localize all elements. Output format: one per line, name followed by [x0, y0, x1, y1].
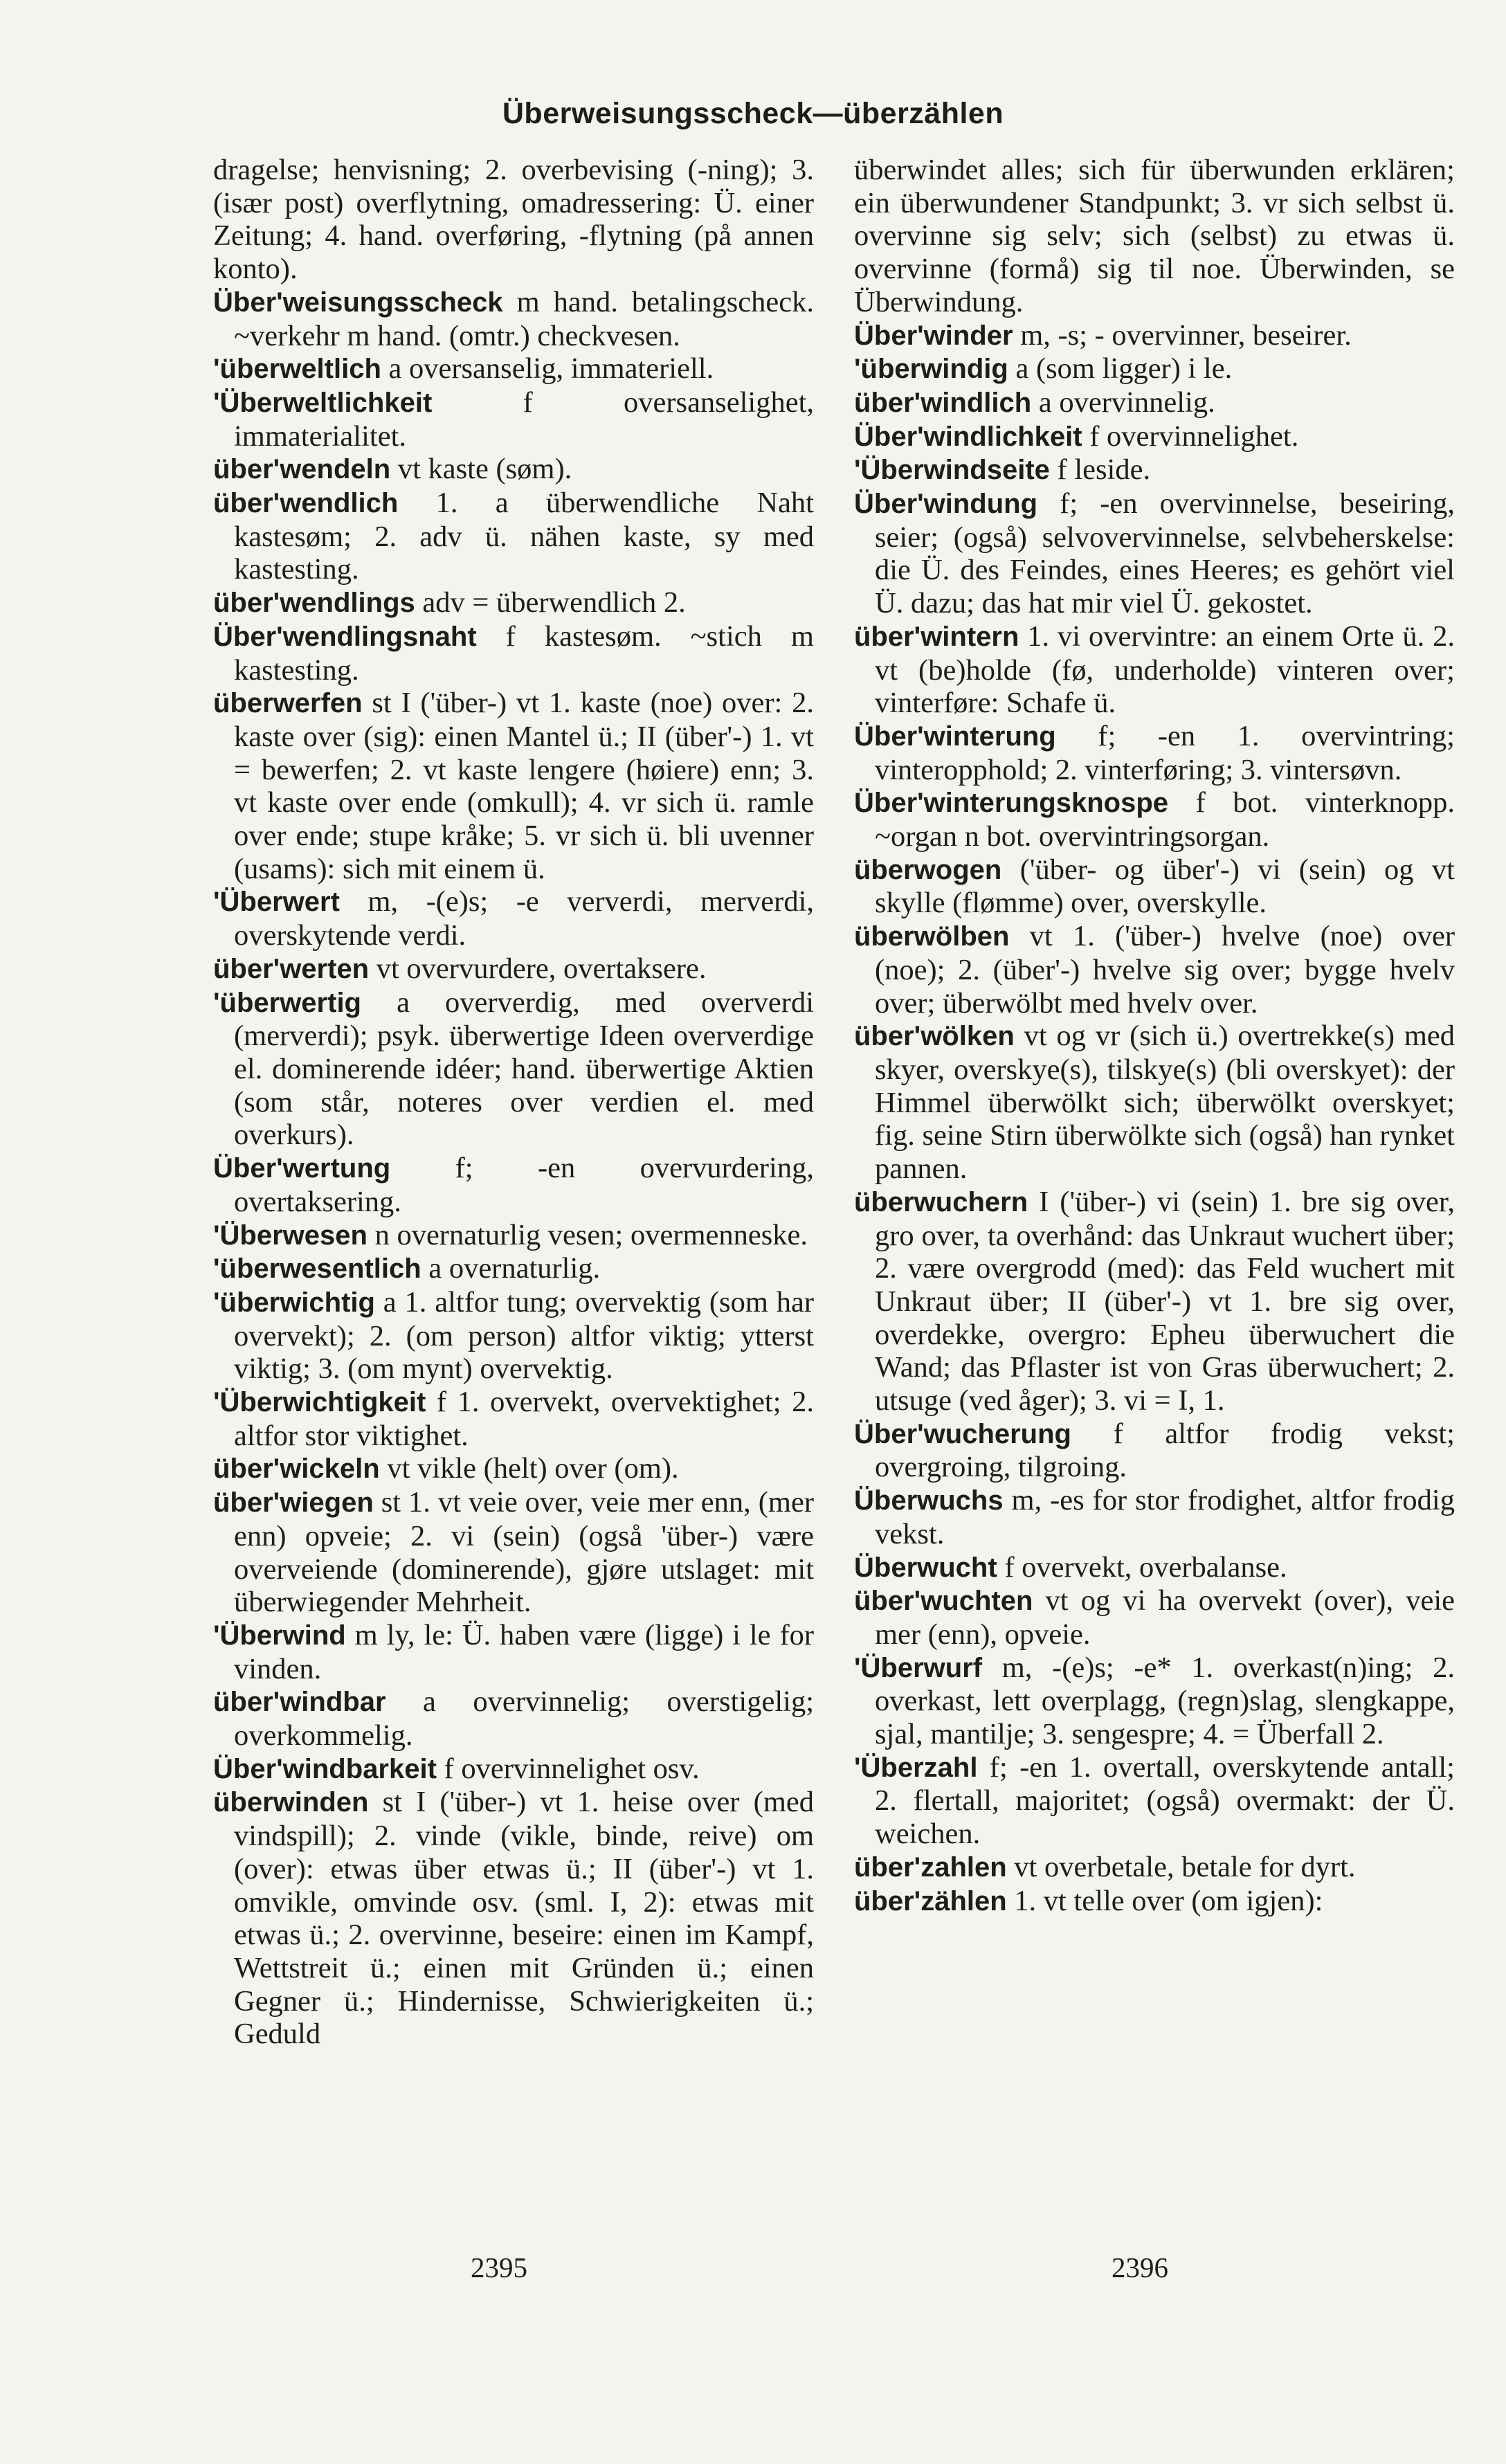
dictionary-entry: [213, 1219, 814, 1253]
dictionary-entry: [213, 1286, 814, 1386]
entry-definition: vt og vr (sich ü.) overtrekke(s) med skyer, overskye(s), tilskye(s) (bli overskyet): der Himmel überwölkt sich; überwölkt overskyet; fig. seine Stirn überwölkte sich (også) han rynket pannen.: [875, 1020, 1455, 1186]
entry-definition: m ly, le: Ü. haben være (ligge) i le for vinden.: [234, 1618, 814, 1685]
entry-definition: f overvinnelighet osv.: [436, 1752, 700, 1785]
dictionary-entry: [854, 453, 1455, 487]
entry-definition: f; -en overvurdering, overtaksering.: [234, 1152, 814, 1218]
dictionary-entry: [213, 1685, 814, 1752]
dictionary-entry: [854, 1186, 1455, 1417]
entry-definition: vt overvurdere, overtaksere.: [369, 952, 707, 985]
entry-headword: Über'winterung: [854, 721, 1056, 752]
entry-headword: 'überweltlich: [213, 354, 381, 385]
dictionary-entry: [213, 986, 814, 1152]
dictionary-entry: [854, 853, 1455, 920]
entry-definition: a (som ligger) i le.: [1008, 352, 1233, 386]
entry-headword: über'wintern: [854, 621, 1019, 652]
entry-headword: über'werten: [213, 953, 370, 984]
entry-definition: f; -en 1. overvintring; vinteropphold; 2. vinterføring; 3. vintersøvn.: [875, 719, 1455, 786]
dictionary-entry: [213, 487, 814, 586]
dictionary-entry: [213, 885, 814, 952]
entry-headword: über'wickeln: [213, 1453, 380, 1485]
dictionary-entry: [854, 1551, 1455, 1585]
entry-definition: 1. a überwendliche Naht kastesøm; 2. adv ü. nähen kaste, sy med kastesting.: [234, 487, 814, 586]
dictionary-entry: [854, 620, 1455, 720]
dictionary-entry: [854, 1885, 1455, 1919]
entry-definition: vt vikle (helt) over (om).: [379, 1452, 679, 1485]
dictionary-entry: [854, 319, 1455, 353]
entry-headword: Über'winder: [854, 320, 1013, 351]
entry-definition: m hand. betalingscheck. ~verkehr m hand. (omtr.) checkvesen.: [234, 285, 814, 352]
entry-definition: vt overbetale, betale for dyrt.: [1006, 1850, 1356, 1883]
entry-headword: überwogen: [854, 854, 1002, 885]
entry-headword: über'wendlich: [213, 488, 399, 519]
entry-headword: Überwuchs: [854, 1485, 1004, 1516]
entry-definition: f 1. overvekt, overvektighet; 2. altfor stor viktighet.: [234, 1386, 814, 1452]
dictionary-entry: [213, 620, 814, 687]
entry-headword: 'überwesentlich: [213, 1253, 421, 1285]
entry-headword: über'wiegen: [213, 1487, 374, 1519]
dictionary-entry: [854, 1851, 1455, 1885]
dictionary-entry: [854, 1020, 1455, 1186]
entry-definition: f overvinnelighet.: [1082, 419, 1299, 453]
entry-definition: a oversanselig, immateriell.: [381, 352, 714, 386]
dictionary-entry: [854, 487, 1455, 620]
entry-headword: 'Überwurf: [854, 1652, 983, 1683]
dictionary-entry: [854, 1417, 1455, 1484]
dictionary-entry: [854, 1651, 1455, 1751]
dictionary-entry: [854, 352, 1455, 386]
entry-definition: 1. vt telle over (om igjen):: [1006, 1884, 1323, 1917]
dictionary-entry: [854, 386, 1455, 420]
entry-headword: über'wendlings: [213, 588, 415, 619]
entry-headword: überwuchern: [854, 1186, 1028, 1217]
dictionary-entry: [213, 1486, 814, 1619]
dictionary-entry: [213, 154, 814, 286]
entry-definition: m, -(e)s; -e ververdi, merverdi, overskytende verdi.: [234, 885, 814, 952]
entry-definition: I ('über-) vi (sein) 1. bre sig over, gro over, ta overhånd: das Unkraut wuchert über; 2. være overgrodd (med): das Feld wuchert mit Unkraut über; II (über'-) vt 1. bre sig over, overdekke, overgro: Epheu überwuchert die Wand; das Pflaster ist von Gras überwuchert; 2. utsuge (ved åger); 3. vi = I, 1.: [875, 1185, 1455, 1417]
entry-headword: überwerfen: [213, 688, 363, 719]
entry-headword: Über'winterungsknospe: [854, 788, 1169, 819]
entry-headword: über'wendeln: [213, 454, 391, 485]
entry-headword: überwölben: [854, 921, 1010, 952]
entry-definition: dragelse; henvisning; 2. overbevising (-ning); 3. (især post) overflytning, omadressering: Ü. einer Zeitung; 4. hand. overføring, -flytning (på annen konto).: [213, 154, 814, 286]
entry-definition: a overvinnelig; overstigelig; overkommelig.: [234, 1685, 814, 1752]
dictionary-entry: [213, 1619, 814, 1685]
entry-headword: Über'wertung: [213, 1153, 391, 1184]
entry-headword: Über'windung: [854, 489, 1038, 520]
entry-headword: über'zählen: [854, 1885, 1007, 1917]
entry-headword: über'zahlen: [854, 1851, 1007, 1883]
entry-definition: f leside.: [1049, 453, 1151, 487]
entry-headword: Über'weisungsscheck: [213, 287, 503, 318]
entry-definition: a overvinnelig.: [1031, 386, 1215, 419]
entry-headword: über'windlich: [854, 387, 1032, 418]
entry-headword: Überwucht: [854, 1552, 997, 1583]
dictionary-entry: [854, 1484, 1455, 1550]
entry-definition: adv = überwendlich 2.: [415, 586, 686, 619]
entry-definition: a overnaturlig.: [421, 1252, 601, 1285]
entry-headword: 'überwindig: [854, 354, 1008, 385]
entry-definition: f overvekt, overbalanse.: [997, 1550, 1287, 1584]
entry-headword: 'Überwichtigkeit: [213, 1387, 426, 1418]
entry-definition: f oversanselighet, immaterialitet.: [234, 386, 814, 453]
dictionary-entry: [213, 1386, 814, 1452]
dictionary-entry: [854, 1584, 1455, 1651]
dictionary-entry: [213, 952, 814, 986]
left-column: [213, 154, 814, 2251]
running-header: Überweisungsscheck—überzählen: [502, 97, 1004, 130]
entry-definition: vt 1. ('über-) hvelve (noe) over (noe); 2. (über'-) hvelve sig over; bygge hvelv over; überwölbt med hvelv over.: [875, 920, 1455, 1020]
entry-headword: 'überwertig: [213, 987, 361, 1018]
dictionary-entry: [213, 352, 814, 386]
entry-definition: a 1. altfor tung; overvektig (som har overvekt); 2. (om person) altfor viktig; ytterst viktig; 3. (om mynt) overvektig.: [234, 1285, 814, 1386]
dictionary-entry: [213, 1252, 814, 1286]
dictionary-entry: [213, 1786, 814, 2051]
entry-headword: 'Überweltlichkeit: [213, 387, 433, 418]
entry-definition: ('über- og über'-) vi (sein) og vt skylle (flømme) over, overskylle.: [875, 853, 1455, 920]
entry-definition: f bot. vinterknopp. ~organ n bot. overvintringsorgan.: [875, 786, 1455, 853]
entry-headword: über'wölken: [854, 1021, 1015, 1052]
entry-headword: Über'wucherung: [854, 1418, 1071, 1449]
entry-headword: Über'wendlingsnaht: [213, 621, 477, 652]
entry-headword: überwinden: [213, 1787, 369, 1818]
entry-headword: über'windbar: [213, 1687, 386, 1718]
page-number-left: 2395: [471, 2252, 527, 2283]
entry-headword: 'überwichtig: [213, 1287, 375, 1318]
dictionary-entry: [213, 586, 814, 620]
entry-definition: vt kaste (søm).: [390, 453, 572, 486]
dictionary-entry: [213, 1752, 814, 1786]
entry-definition: m, -es for stor frodighet, altfor frodig vekst.: [875, 1484, 1455, 1550]
entry-definition: m, -(e)s; -e* 1. overkast(n)ing; 2. overkast, lett overplagg, (regn)slag, slengkappe, sjal, mantilje; 3. sengespre; 4. = Überfall 2.: [875, 1651, 1455, 1751]
entry-definition: st 1. vt veie over, veie mer enn, (mer enn) opveie; 2. vi (sein) (også 'über-) være overveiende (dominerende), gjøre utslaget: mit überwiegender Mehrheit.: [234, 1486, 814, 1619]
entry-headword: 'Überwesen: [213, 1220, 368, 1251]
dictionary-entry: [854, 420, 1455, 454]
page-number-right: 2396: [1112, 2252, 1168, 2283]
entry-headword: 'Überwind: [213, 1620, 346, 1651]
entry-definition: f; -en overvinnelse, beseiring, seier; (også) selvovervinnelse, selvbeherskelse: die Ü. des Feindes, eines Heeres; es gehört viel Ü. dazu; das hat mir viel Ü. gekostet.: [875, 487, 1455, 620]
dictionary-entry: [213, 453, 814, 487]
entry-definition: überwindet alles; sich für überwunden erklären; ein überwundener Standpunkt; 3. vr sich selbst ü. overvinne sig selv; sich (selbst) zu etwas ü. overvinne (formå) sig til noe. Überwinden, se Überwindung.: [854, 154, 1455, 318]
entry-definition: vt og vi ha overvekt (over), veie mer (enn), opveie.: [875, 1584, 1455, 1651]
dictionary-entry: [213, 687, 814, 885]
entry-definition: 1. vi overvintre: an einem Orte ü. 2. vt (be)holde (fø, underholde) vinteren over; vinterføre: Schafe ü.: [875, 619, 1455, 720]
entry-definition: f altfor frodig vekst; overgroing, tilgroing.: [875, 1417, 1455, 1484]
dictionary-entry: [213, 1452, 814, 1486]
dictionary-entry: [854, 1751, 1455, 1851]
entry-headword: Über'windbarkeit: [213, 1753, 437, 1784]
entry-headword: über'wuchten: [854, 1586, 1033, 1617]
entry-definition: st I ('über-) vt 1. kaste (noe) over: 2. kaste over (sig): einen Mantel ü.; II (über'-) 1. vt = bewerfen; 2. vt kaste lengere (høiere) enn; 3. vt kaste over ende (omkull); 4. vr sich ü. ramle over ende; stupe kråke; 5. vr sich ü. bli uvenner (usams): sich mit einem ü.: [234, 687, 814, 885]
entry-headword: 'Überwindseite: [854, 455, 1050, 486]
entry-headword: 'Überwert: [213, 887, 340, 918]
entry-definition: n overnaturlig vesen; overmenneske.: [367, 1218, 808, 1251]
entry-definition: m, -s; - overvinner, beseirer.: [1013, 318, 1352, 352]
entry-definition: a oververdig, med oververdi (merverdi); psyk. überwertige Ideen oververdige el. dominerende idéer; hand. überwertige Aktien (som står, noteres over verdien el. med overkurs).: [234, 986, 814, 1152]
entry-definition: st I ('über-) vt 1. heise over (med vindspill); 2. vinde (vikle, binde, reive) om (over): etwas über etwas ü.; II (über'-) vt 1. omvikle, omvinde osv. (sml. I, 2): etwas mit etwas ü.; 2. overvinne, beseire: einen im Kampf, Wettstreit ü.; einen mit Gründen ü.; einen Gegner ü.; Hindernisse, Schwierigkeiten ü.; Geduld: [234, 1786, 814, 2051]
entry-definition: f kastesøm. ~stich m kastesting.: [234, 619, 814, 687]
right-column: [854, 154, 1455, 2251]
dictionary-entry: [854, 154, 1455, 319]
dictionary-entry: [854, 786, 1455, 853]
dictionary-entry: [213, 1152, 814, 1218]
dictionary-entry: [213, 286, 814, 352]
dictionary-entry: [854, 920, 1455, 1020]
dictionary-entry: [854, 720, 1455, 786]
entry-definition: f; -en 1. overtall, overskytende antall; 2. flertall, majoritet; (også) overmakt: der Ü. weichen.: [875, 1750, 1455, 1851]
entry-headword: 'Überzahl: [854, 1752, 978, 1783]
entry-headword: Über'windlichkeit: [854, 421, 1082, 452]
dictionary-entry: [213, 386, 814, 453]
